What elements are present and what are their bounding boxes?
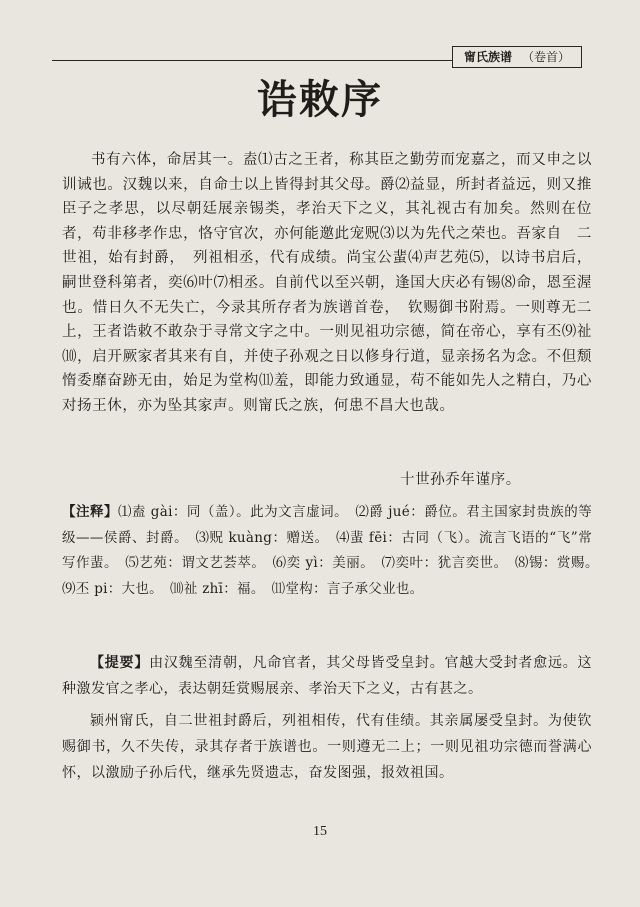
summary-text-1: 由汉魏至清朝，凡命官者，其父母皆受皇封。官越大受封者愈远。这种激发官之孝心，表达朝廷赏赐展亲、孝治天下之义，古有甚之。 <box>62 655 593 697</box>
running-header <box>452 46 582 68</box>
summary-paragraph-2: 颍州甯氏，自二世祖封爵后，列祖相传，代有佳绩。其亲属屡受皇封。为使钦赐御书，久不失传，录其存者于族谱也。一则遵无二上；一则见祖功宗德而誉满心怀，以激励子孙后代，继承先贤遗志，奋发图强，报效祖国。 <box>62 713 592 781</box>
header-book-title: 甯氏族谱 <box>463 50 512 64</box>
annotations-section <box>62 500 606 602</box>
page-title: 诰敕序 <box>257 76 383 123</box>
page-number: 15 <box>313 824 327 839</box>
header-rule <box>52 60 452 61</box>
summary-section <box>62 650 592 786</box>
annotations-label: 【注释】 <box>62 504 119 520</box>
summary-label: 【提要】 <box>90 655 150 671</box>
summary-paragraph-1 <box>62 650 592 702</box>
header-volume: （卷首） <box>522 50 571 64</box>
annotations-text: ⑴盍 gài：同（盖）。此为文言虚词。 ⑵爵 jué：爵位。君主国家封贵族的等级——侯爵、封爵。 ⑶贶 kuàng：赠送。 ⑷蜚 fēi：古同（飞）。流言飞语的“飞”常写作蜚。 ⑸艺苑：谓文艺荟萃。 ⑹奕 yì：美丽。 ⑺奕叶：犹言奕世。 ⑻锡：赏赐。 ⑼丕 pi：大也。 ⑽祉 zhī：福。 ⑾堂构：言子承父业也。 <box>62 504 606 597</box>
author-signoff: 十世孙乔年谨序。 <box>400 472 521 488</box>
preface-body: 书有六体，命居其一。盍⑴古之王者，称其臣之勤劳而宠嘉之，而又申之以训诫也。汉魏以来，自命士以上皆得封其父母。爵⑵益显，所封者益远，则又推臣子之孝思，以尽朝廷展亲锡类，孝治天下之义，其礼视古有加矣。然则在位者，苟非移孝作忠，恪守官次，亦何能邀此宠贶⑶以为先代之荣也。吾家自 二世祖，始有封爵， 列祖相丞，代有成绩。尚宝公蜚⑷声艺苑⑸，以诗书启后，嗣世登科第者，奕⑹叶⑺相丞。自前代以至兴朝，逢国大庆必有锡⑻命，恩至渥也。惜日久不无失亡，今录其所存者为族谱首卷， 钦赐御书附焉。一则尊无二上，王者诰敕不敢杂于寻常文字之中。一则见祖功宗德，简在帝心，享有丕⑼祉⑽，启开厥家者其来有自，并使子孙观之日以修身行道，显亲扬名为念。不但颓惰委靡奋跡无由，始足为堂构⑾羞，即能力致通显，苟不能如先人之精白，乃心对扬王休，亦为坠其家声。则甯氏之族，何患不昌大也哉。 <box>62 152 592 414</box>
